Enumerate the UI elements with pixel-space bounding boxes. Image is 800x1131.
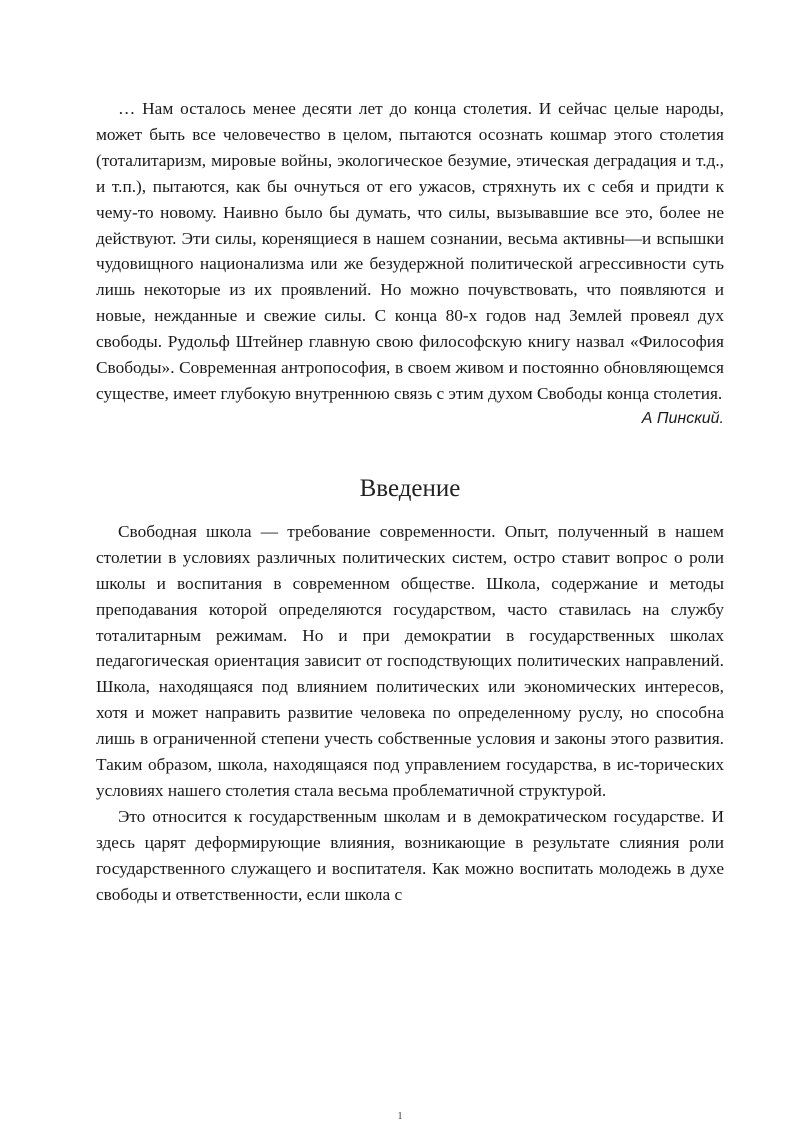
page-number: 1 [397, 1111, 403, 1122]
section-body [96, 519, 724, 908]
epigraph-text: … Нам осталось менее десяти лет до конца столетия. И сейчас целые народы, может быть все человечество в целом, пытаются осознать кошмар этого столетия (тоталитаризм, мировые войны, экологическое безумие, этическая деградация и т.д., и т.п.), пытаются, как бы очнуться от его ужасов, стряхнуть их с себя и придти к чему-то новому. Наивно было бы думать, что силы, вызывавшие все это, более не действуют. Эти силы, коренящиеся в нашем сознании, весьма активны—и вспышки чудовищного национализма или же безудержной политической агрессивности суть лишь некоторые из их проявлений. Но можно почувствовать, что появляются и новые, нежданные и свежие силы. С конца 80-х годов над Землей провеял дух свободы. Рудольф Штейнер главную свою философскую книгу назвал «Философия Свободы». Современная антропософия, в своем живом и постоянно обновляющемся существе, имеет глубокую внутреннюю связь с этим духом Свободы конца столетия. [96, 99, 724, 403]
epigraph-author: А Пинский. [641, 409, 724, 427]
paragraph: Это относится к государственным школам и в демократическом государстве. И здесь царят деформирующие влияния, возникающие в результате слияния роли государственного служащего и воспитателя. Как можно воспитать молодежь в духе свободы и ответственности, если школа с [96, 806, 724, 904]
paragraph: Свободная школа — требование современности. Опыт, полученный в нашем столетии в условиях различных политических систем, остро ставит вопрос о роли школы и воспитания в современном обществе. Школа, содержание и методы преподавания которой определяются государством, часто ставилась на службу тоталитарным режимам. Но и при демократии в государственных школах педагогическая ориентация зависит от господствующих политических направлений. Школа, находящаяся под влиянием политических или экономических интересов, хотя и может направить развитие человека по определенному руслу, но способна лишь в ограниченной степени учесть собственные условия и законы этого развития. Таким образом, школа, находящаяся под управлением государства, в ис-торических условиях нашего столетия стала весьма проблематичной структурой. [96, 521, 724, 800]
epigraph [96, 96, 724, 429]
page-body [96, 96, 724, 907]
section-title: Введение [359, 474, 461, 502]
